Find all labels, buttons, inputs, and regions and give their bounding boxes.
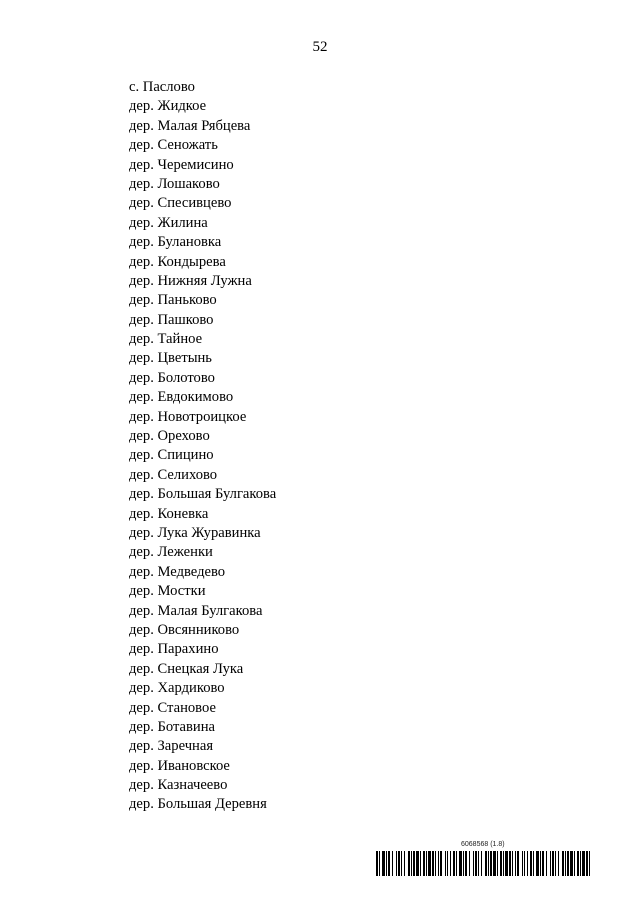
settlement-item: дер. Парахино: [129, 641, 219, 658]
settlement-item: дер. Паньково: [129, 292, 217, 309]
settlement-item: дер. Спесивцево: [129, 195, 232, 212]
settlement-item: дер. Лошаково: [129, 175, 220, 192]
settlement-item: дер. Казначеево: [129, 777, 228, 794]
settlement-item: дер. Ивановское: [129, 757, 230, 774]
settlement-list: [129, 78, 276, 815]
settlement-item: дер. Тайное: [129, 331, 203, 348]
settlement-item: дер. Новотроицкое: [129, 408, 247, 425]
settlement-item: дер. Становое: [129, 699, 216, 716]
settlement-item: дер. Орехово: [129, 428, 210, 445]
settlement-item: дер. Евдокимово: [129, 389, 234, 406]
settlement-item: дер. Овсянниково: [129, 621, 240, 638]
settlement-item: дер. Малая Булгакова: [129, 602, 263, 619]
settlement-item: дер. Ботавина: [129, 718, 216, 735]
settlement-item: дер. Лука Журавинка: [129, 524, 261, 541]
barcode-code: 6068568 (1.8): [461, 841, 505, 848]
settlement-item: дер. Болотово: [129, 369, 215, 386]
settlement-item: дер. Коневка: [129, 505, 209, 522]
settlement-item: дер. Снецкая Лука: [129, 660, 244, 677]
page-number: 52: [312, 39, 328, 55]
settlement-item: дер. Жидкое: [129, 98, 207, 115]
settlement-item: дер. Селихово: [129, 466, 218, 483]
settlement-item: дер. Малая Рябцева: [129, 117, 251, 134]
settlement-item: дер. Мостки: [129, 583, 206, 600]
settlement-item: дер. Нижняя Лужна: [129, 272, 252, 289]
settlement-item: дер. Леженки: [129, 544, 213, 561]
settlement-item: дер. Кондырева: [129, 253, 226, 270]
settlement-item: дер. Цветынь: [129, 350, 212, 367]
settlement-item: дер. Большая Булгакова: [129, 486, 277, 503]
settlement-item: дер. Большая Деревня: [129, 796, 267, 813]
settlement-item: дер. Медведево: [129, 563, 226, 580]
settlement-item: с. Паслово: [129, 79, 195, 95]
settlement-item: дер. Черемисино: [129, 156, 234, 173]
settlement-item: дер. Булановка: [129, 234, 222, 251]
barcode-image: [376, 851, 590, 876]
settlement-item: дер. Спицино: [129, 447, 214, 464]
settlement-item: дер. Пашково: [129, 311, 214, 328]
settlement-item: дер. Жилина: [129, 214, 208, 231]
settlement-item: дер. Хардиково: [129, 680, 225, 697]
settlement-item: дер. Заречная: [129, 738, 214, 755]
settlement-item: дер. Сеножать: [129, 137, 218, 154]
